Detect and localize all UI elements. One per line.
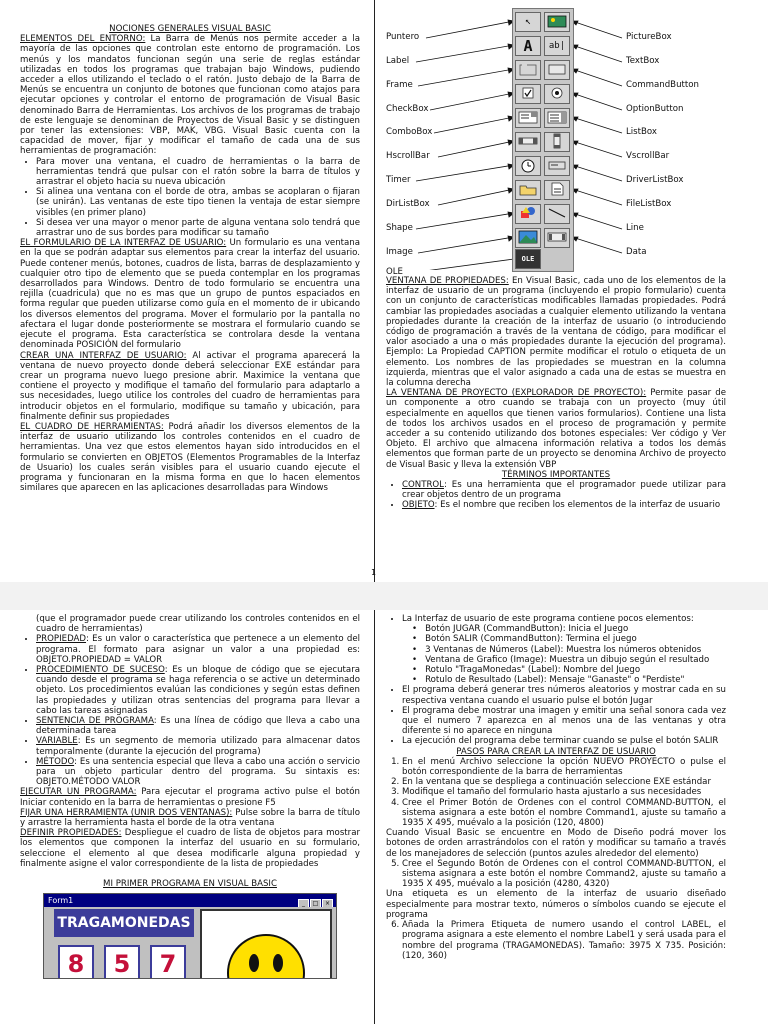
number-label-2: 5 — [104, 945, 140, 979]
number-label-1: 8 — [58, 945, 94, 979]
term-def: : Es una línea de código que lleva a cabo una determinada tarea — [36, 716, 360, 737]
toolbox-label-filelistbox: FileListBox — [626, 199, 672, 209]
filelistbox-icon[interactable] — [544, 180, 570, 200]
list-item: 1. En el menú Archivo seleccione la opción NUEVO PROYECTO o pulse el botón correspondiente de la barra de herramientas — [402, 757, 726, 777]
form1-window — [43, 893, 337, 979]
page2-right-column — [386, 614, 726, 961]
list-item: • Para mover una ventana, el cuadro de herramientas o la barra de herramientas tendrá que pulsar con el ratón sobre la barra de títulos y arrastrar el objeto hacia su nueva ubicación — [36, 157, 360, 188]
terms-list — [386, 480, 726, 511]
toolbox-label-textbox: TextBox — [626, 56, 660, 66]
section-definir — [20, 828, 360, 869]
timer-icon[interactable] — [515, 156, 541, 176]
list-item — [36, 634, 360, 665]
toolbox-label-shape: Shape — [386, 223, 413, 233]
list-item: 6. Añada la Primera Etiqueta de numero usando el control LABEL, el programa asignara a este elemento el nombre Label1 y será usada para el nombre del programa (TRAGAMONEDAS). Tamaño: 3975 X 735. Posición: (120, 360) — [402, 920, 726, 961]
form1-title: Form1 — [48, 896, 74, 906]
term-def: : Es una sentencia especial que lleva a cabo una acción o servicio para un objeto particular dentro del programa. Su sintaxis es: OBJETO.MÉTODO VALOR — [36, 756, 360, 788]
term: PROPIEDAD — [36, 634, 87, 645]
rules-list — [386, 685, 726, 746]
list-item — [36, 736, 360, 756]
minimize-icon[interactable]: _ — [298, 899, 309, 909]
hscrollbar-icon[interactable] — [515, 132, 541, 152]
toolbox-label-optionbutton: OptionButton — [626, 104, 684, 114]
section-heading: DEFINIR PROPIEDADES: — [20, 828, 122, 839]
column-divider — [374, 610, 375, 1024]
toolbox-panel — [512, 8, 574, 272]
page-2 — [0, 610, 768, 1024]
toolbox-label-hscrollbar: HscrollBar — [386, 151, 430, 161]
commandbutton-icon[interactable] — [544, 60, 570, 80]
form1-body — [44, 907, 336, 978]
term: VARIABLE — [36, 736, 78, 747]
page-number: 1 — [371, 568, 377, 577]
section-text: Pulse sobre la barra de título y arrastre la herramienta hasta el borde de la otra ventana — [20, 807, 360, 829]
section-heading: EL FORMULARIO DE LA INTERFAZ DE USUARIO: — [20, 238, 227, 249]
toolbox-label-commandbutton: CommandButton — [626, 80, 699, 90]
list-item: • Botón SALIR (CommandButton): Termina el juego — [426, 634, 726, 644]
toolbox-label-frame: Frame — [386, 80, 413, 90]
dirlistbox-icon[interactable] — [515, 180, 541, 200]
steps-list — [386, 757, 726, 828]
section-crear-interfaz — [20, 351, 360, 422]
list-item: • La Interfaz de usuario de este programa contiene pocos elementos: — [402, 614, 726, 624]
term: CONTROL — [402, 480, 444, 491]
steps-title: PASOS PARA CREAR LA INTERFAZ DE USUARIO — [456, 746, 656, 757]
note-text: Una etiqueta es un elemento de la interfaz de usuario diseñado especialmente para mostrar texto, números o símbolos cuando se ejecute el programa — [386, 889, 726, 920]
listbox-icon[interactable] — [544, 108, 570, 128]
list-item — [36, 665, 360, 716]
toolbox-label-line: Line — [626, 223, 644, 233]
section-heading: LA VENTANA DE PROYECTO (EXPLORADOR DE PROYECTO): — [386, 388, 647, 399]
checkbox-icon[interactable] — [515, 84, 541, 104]
section-text: La Barra de Menús nos permite acceder a la mayoría de las opciones que controlan este entorno de programación. Los menús y los mandatos funcionan según una serie de reglas estándar utilizadas en todos los programas que trabajan bajo Windows, pudiendo acceder a ellos utilizando el teclado o el ratón. Justo debajo de la Barra de Menús se encuentra un conjunto de botones que funcionan como atajos para ejecutar opciones y controlar el entorno de programación de Visual Basic denominado Barra de Herramientas. Los archivos de los programas de trabajo de este lenguaje se denominan de Proyectos de Visual Basic y se distinguen por tener las extensiones: VBP, MAK, VBG. Visual Basic cuenta con la capacidad de mover, fijar y modificar el tamaño de cada una de sus herramientas de programación: — [20, 34, 360, 157]
combobox-icon[interactable] — [515, 108, 541, 128]
tragamonedas-label: TRAGAMONEDAS — [54, 909, 194, 937]
toolbox-label-ole: OLE — [386, 267, 403, 277]
elements-list — [386, 624, 726, 685]
page2-left-column — [20, 614, 360, 979]
toolbox-label-dirlistbox: DirListBox — [386, 199, 430, 209]
section-proyecto — [386, 388, 726, 470]
page1-right-column — [386, 8, 726, 511]
section-text: Despliegue el cuadro de lista de objetos para mostrar los elementos que componen la interfaz del usuario en su formulario, seleccione el elemento al que desea modificarle alguna propiedad y finalmente asigne el valor correspondiente de la lista de propiedades — [20, 828, 360, 869]
list-item — [402, 480, 726, 500]
list-item: • Rotulo de Resultado (Label): Mensaje "Ganaste" o "Perdiste" — [426, 675, 726, 685]
term-def: : Es un valor o característica que pertenece a un elemento del programa. El formato para asignar un valor a una propiedad es: OBJETO.PROPIEDAD = VALOR — [36, 634, 360, 665]
section-text: Para ejecutar el programa activo pulse el botón Iniciar contenido en la barra de herramientas o presione F5 — [20, 787, 360, 808]
terms-title: TÉRMINOS IMPORTANTES — [501, 469, 611, 480]
label-icon[interactable]: A — [515, 36, 541, 56]
maximize-icon[interactable]: □ — [310, 899, 321, 909]
section-heading: EJECUTAR UN PROGRAMA: — [20, 787, 137, 798]
pointer-icon[interactable]: ↖ — [515, 12, 541, 32]
term-def: : Es una herramienta que el programador puede utilizar para crear objetos dentro de un programa — [402, 480, 726, 501]
first-program-title: MI PRIMER PROGRAMA EN VISUAL BASIC — [103, 879, 277, 890]
section-text: Permite pasar de un componente a otro cuando se trabaja con un proyecto (muy útil especialmente en aquellos que tienen varios formularios). Contiene una lista de todos los archivos usados en el proceso de programación y permite acceder a su contenido utilizando dos botones especiales: Ver código y Ver Objeto. El archivo que almacena información relativa a todos los demás elementos que forman parte de un proyecto se denomina Archivo de proyecto de Visual Basic y lleva la extensión VBP — [386, 388, 726, 470]
list-item: • Si alinea una ventana con el borde de otra, ambas se acoplaran o fijaran (se unirán). Las ventanas de este tipo tienen la ventaja de estar siempre visibles (en primer plano) — [36, 187, 360, 218]
list-item: • 3 Ventanas de Números (Label): Muestra los números obtenidos — [426, 645, 726, 655]
term-def: : Es un bloque de código que se ejecutara cuando desde el programa se haga referencia o se active un determinado objeto. Los procedimientos evalúan las condiciones y según estas definen las propiedades y utilizan otras sentencias del programa para llevar a cabo las tareas asignadas — [36, 665, 360, 716]
term: PROCEDIMIENTO DE SUCESO — [36, 665, 165, 676]
section-heading: ELEMENTOS DEL ENTORNO: — [20, 34, 146, 45]
section-propiedades — [386, 276, 726, 388]
list-item: • La ejecución del programa debe terminar cuando se pulse el botón SALIR — [402, 736, 726, 746]
section-text: En Visual Basic, cada uno de los elementos de la interfaz de usuario de un programa (incluyendo el propio formulario) cuenta con un conjunto de características modificables llamadas propiedades. Podrá cambiar las propiedades asociadas a cualquier elemento utilizando la ventana propiedades durante la creación de la interfaz de usuario (o introduciendo código de programación a través de la ventana de código, para modificar el valor asociado a una o más propiedades durante la ejecución del programa). Ejemplo: La Propiedad CAPTION permite modificar el rotulo o etiqueta de un elemento. Los nombres de las propiedades se muestran en la columna izquierda, mientras que el valor asignado a cada una de estas se muestra en la columna derecha — [386, 276, 726, 389]
optionbutton-icon[interactable] — [544, 84, 570, 104]
list-item: 4. Cree el Primer Botón de Ordenes con el control COMMAND-BUTTON, el sistema asignara a este botón el nombre Command1, ajuste su tamaño a 1935 X 495, muévalo a la posición (120, 4800) — [402, 798, 726, 829]
section-fijar — [20, 808, 360, 828]
toolbox-label-combobox: ComboBox — [386, 127, 433, 137]
toolbox-label-image: Image — [386, 247, 413, 257]
terms-list — [20, 634, 360, 787]
image-icon[interactable] — [515, 228, 541, 248]
picturebox-icon[interactable] — [544, 12, 570, 32]
shape-icon[interactable] — [515, 204, 541, 224]
page-gap — [0, 582, 768, 610]
toolbox-label-listbox: ListBox — [626, 127, 657, 137]
section-heading: EL CUADRO DE HERRAMIENTAS: — [20, 421, 164, 432]
list-item: • Si desea ver una mayor o menor parte de alguna ventana solo tendrá que arrastrar uno de sus bordes para modificar su tamaño — [36, 218, 360, 238]
section-heading: FIJAR UNA HERRAMIENTA (UNIR DOS VENTANAS): — [20, 807, 233, 818]
driverlistbox-icon[interactable] — [544, 156, 570, 176]
list-item: • Rotulo "TragaMonedas" (Label): Nombre del Juego — [426, 665, 726, 675]
smiley-icon — [202, 911, 330, 979]
data-icon[interactable] — [544, 228, 570, 248]
interface-list — [386, 614, 726, 624]
section-text: Un formulario es una ventana en la que se podrán adaptar sus elementos para crear la interfaz del usuario. Puede contener menús, botones, cuadros de lista, barras de desplazamiento y cualquier otro tipo de elemento que se pueda contemplar en los programas desarrollados para Windows. Dentro de todo formulario se encuentra una rejilla (cuadricula) que no es mas que un grupo de puntos espaciados en forma regular que pueden utilizarse como guía en el momento de ir ubicando los diversos elementos del programa. Mover el formulario por la pantalla no afectara el lugar donde posteriormente se mostrara el formulario cuando se ejecute el programa. Esta característica se controlara desde la ventana denominada POSICIÓN del formulario — [20, 238, 360, 351]
list-item — [36, 757, 360, 788]
section-text: Al activar el programa aparecerá la ventana de nuevo proyecto donde deberá seleccionar EXE estándar para crear un programa nuevo luego presione abrir. Maximice la ventana que contiene el proyecto y modifique el tamaño del formulario para adaptarlo a sus necesidades, luego utilice los controles del cuadro de herramientas para introducir objetos en el formulario, modifique su tamaño y ubicación, para finalmente definir sus propiedades — [20, 350, 360, 422]
continued-text: (que el programador puede crear utilizando los controles contenidos en el cuadro de herramientas) — [36, 614, 360, 635]
toolbox-label-checkbox: CheckBox — [386, 104, 429, 114]
term: SENTENCIA DE PROGRAMA — [36, 716, 154, 727]
list-item: • Botón JUGAR (CommandButton): Inicia el Juego — [426, 624, 726, 634]
toolbox-diagram — [386, 8, 726, 277]
ole-icon[interactable]: OLE — [515, 249, 541, 269]
form1-title-bar[interactable] — [44, 894, 336, 907]
list-item — [36, 716, 360, 736]
list-item — [402, 500, 726, 510]
section-ejecutar — [20, 787, 360, 807]
textbox-icon[interactable]: ab| — [544, 36, 570, 56]
close-icon[interactable]: × — [322, 899, 333, 909]
toolbox-label-driverlistbox: DriverListBox — [626, 175, 684, 185]
section-entorno — [20, 34, 360, 156]
list-item: • El programa deberá generar tres números aleatorios y mostrar cada en su respectiva ventana cuando el usuario pulse el botón Jugar — [402, 685, 726, 705]
page1-left-column — [20, 24, 360, 493]
term-def: : Es el nombre que reciben los elementos de la interfaz de usuario — [434, 500, 721, 511]
section-text: Podrá añadir los diversos elementos de la interfaz de usuario utilizando los controles contenidos en el cuadro de herramientas. Una vez que estos elementos hayan sido introducidos en el formulario se convierten en OBJETOS (Elementos Programables de la Interfaz de Usuario) los cuales serán visibles para el usuario cuando ejecute el programa y funcionaran en la misma forma en que lo hacen elementos similares que aparecen en las aplicaciones desarrolladas para Windows — [20, 421, 360, 494]
section-cuadro-herramientas — [20, 422, 360, 493]
term: OBJETO — [402, 500, 435, 511]
bullet-list — [20, 157, 360, 239]
frame-icon[interactable] — [515, 60, 541, 80]
list-item: 3. Modifique el tamaño del formulario hasta ajustarlo a sus necesidades — [402, 787, 726, 797]
toolbox-label-label: Label — [386, 56, 410, 66]
column-divider — [374, 0, 375, 582]
steps-list — [386, 859, 726, 890]
line-icon[interactable] — [544, 204, 570, 224]
toolbox-label-timer: Timer — [386, 175, 411, 185]
steps-list — [386, 920, 726, 961]
term-def: : Es un segmento de memoria utilizado para almacenar datos temporalmente (durante la ejecución del programa) — [36, 736, 360, 757]
list-item: • Ventana de Grafico (Image): Muestra un dibujo según el resultado — [426, 655, 726, 665]
toolbox-label-puntero: Puntero — [386, 32, 420, 42]
vscrollbar-icon[interactable] — [544, 132, 570, 152]
section-heading: CREAR UNA INTERFAZ DE USUARIO: — [20, 350, 187, 361]
section-heading: VENTANA DE PROPIEDADES: — [386, 276, 509, 286]
result-image — [200, 909, 332, 979]
toolbox-label-vscrollbar: VscrollBar — [626, 151, 670, 161]
list-item: • El programa debe mostrar una imagen y emitir una señal sonora cada vez que el numero 7 aparezca en al menos una de las ventanas y otra diferente si no aparece en ninguna — [402, 706, 726, 737]
toolbox-label-data: Data — [626, 247, 647, 257]
section-formulario — [20, 238, 360, 350]
term: MÉTODO — [36, 756, 75, 767]
list-item: 2. En la ventana que se despliega a continuación seleccione EXE estándar — [402, 777, 726, 787]
toolbox-label-picturebox: PictureBox — [626, 32, 672, 42]
page-title: NOCIONES GENERALES VISUAL BASIC — [109, 24, 271, 34]
note-text: Cuando Visual Basic se encuentre en Modo de Diseño podrá mover los botones de orden arrastrándolos con el ratón y modificar su tamaño a través de los manejadores de selección (puntos azules alrededor del elemento) — [386, 828, 726, 859]
list-item: 5. Cree el Segundo Botón de Ordenes con el control COMMAND-BUTTON, el sistema asignara a este botón el nombre Command2, ajuste su tamaño a 1935 X 495, muévalo a la posición (4280, 4320) — [402, 859, 726, 890]
number-label-3: 7 — [150, 945, 186, 979]
